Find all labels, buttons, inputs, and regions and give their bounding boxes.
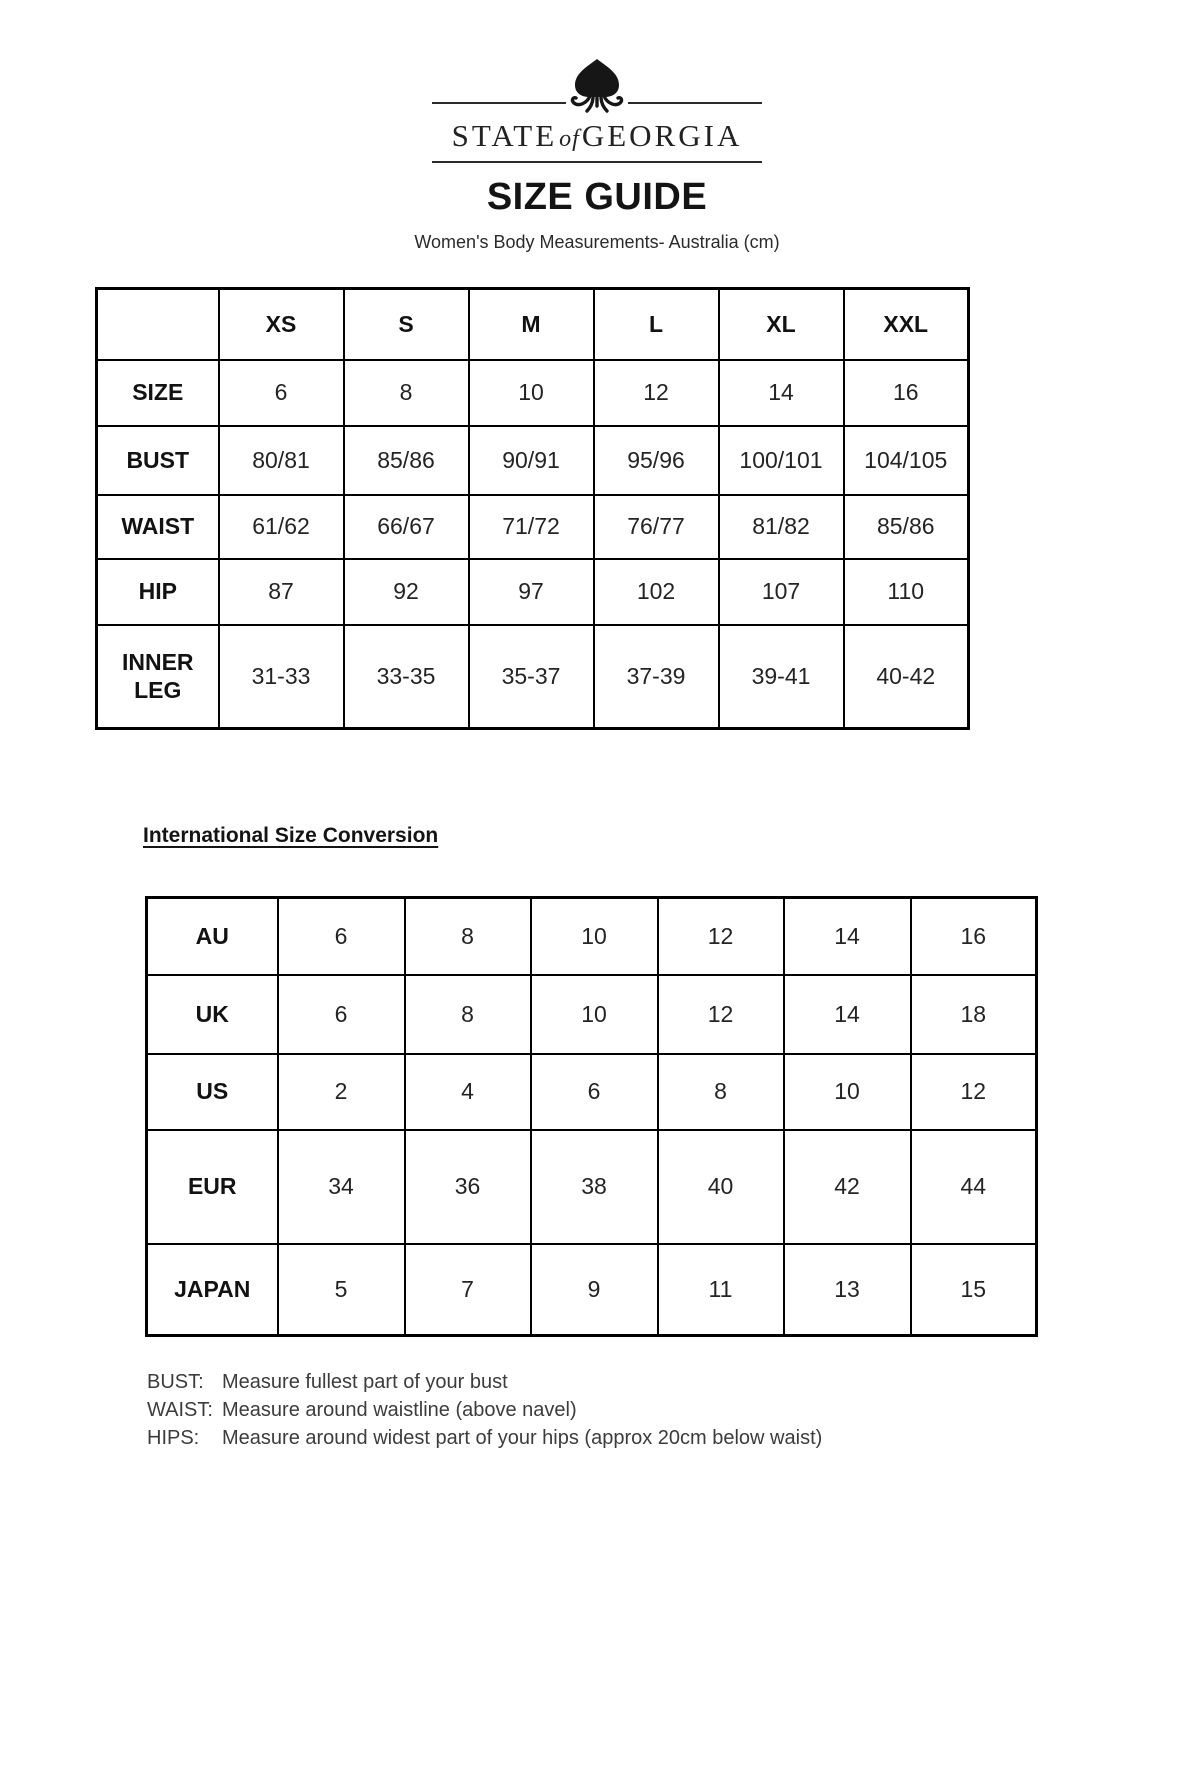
logo-underline [432, 161, 762, 163]
value-cell: 8 [658, 1054, 784, 1130]
value-cell: 15 [911, 1244, 1037, 1336]
brand-name-state: STATE [451, 118, 558, 153]
value-cell: 16 [911, 898, 1037, 975]
value-cell: 8 [344, 360, 469, 426]
value-cell: 71/72 [469, 495, 594, 559]
value-cell: 9 [531, 1244, 658, 1336]
page-subtitle: Women's Body Measurements- Australia (cm) [414, 232, 780, 252]
value-cell: 12 [911, 1054, 1037, 1130]
row-label: JAPAN [147, 1244, 278, 1336]
row-label: WAIST [97, 495, 219, 559]
value-cell: 85/86 [344, 426, 469, 495]
row-label: US [147, 1054, 278, 1130]
value-cell: 8 [405, 975, 531, 1054]
note-label: WAIST: [147, 1399, 213, 1421]
note-label: BUST: [147, 1371, 204, 1393]
value-cell: 33-35 [344, 625, 469, 729]
value-cell: 14 [784, 898, 911, 975]
note-text: Measure around waistline (above navel) [222, 1399, 577, 1421]
note-text: Measure around widest part of your hips (approx 20cm below waist) [222, 1427, 823, 1449]
value-cell: 36 [405, 1130, 531, 1244]
value-cell: 37-39 [594, 625, 719, 729]
value-cell: 39-41 [719, 625, 844, 729]
value-cell: 97 [469, 559, 594, 625]
value-cell: 10 [469, 360, 594, 426]
value-cell: 11 [658, 1244, 784, 1336]
row-label: HIP [97, 559, 219, 625]
value-cell: 85/86 [844, 495, 969, 559]
value-cell: 110 [844, 559, 969, 625]
table-row [97, 495, 969, 559]
value-cell: 12 [658, 898, 784, 975]
value-cell: 10 [784, 1054, 911, 1130]
value-cell: 42 [784, 1130, 911, 1244]
brand-name-georgia: GEORGIA [581, 118, 743, 153]
column-header: M [469, 289, 594, 360]
value-cell: 102 [594, 559, 719, 625]
value-cell: 76/77 [594, 495, 719, 559]
column-header: L [594, 289, 719, 360]
table-row [97, 360, 969, 426]
value-cell: 104/105 [844, 426, 969, 495]
value-cell: 10 [531, 898, 658, 975]
value-cell: 61/62 [219, 495, 344, 559]
value-cell: 6 [531, 1054, 658, 1130]
row-label: SIZE [97, 360, 219, 426]
table-row [147, 1244, 1037, 1336]
conversion-table [145, 896, 1038, 1337]
value-cell: 6 [219, 360, 344, 426]
value-cell: 66/67 [344, 495, 469, 559]
note-row-bust [147, 1368, 822, 1396]
column-header: XL [719, 289, 844, 360]
value-cell: 14 [784, 975, 911, 1054]
note-row-hips [147, 1424, 822, 1452]
row-label: BUST [97, 426, 219, 495]
table-row [147, 1130, 1037, 1244]
value-cell: 4 [405, 1054, 531, 1130]
page-title: SIZE GUIDE [486, 176, 708, 218]
column-header: S [344, 289, 469, 360]
table-row [97, 559, 969, 625]
column-header: XS [219, 289, 344, 360]
row-label: INNER LEG [97, 625, 219, 729]
value-cell: 14 [719, 360, 844, 426]
value-cell: 16 [844, 360, 969, 426]
measurements-table-body [97, 289, 969, 729]
corner-cell [97, 289, 219, 360]
note-text: Measure fullest part of your bust [222, 1371, 508, 1393]
value-cell: 6 [278, 975, 405, 1054]
table-row [97, 625, 969, 729]
value-cell: 38 [531, 1130, 658, 1244]
value-cell: 100/101 [719, 426, 844, 495]
conversion-heading: International Size Conversion [143, 824, 439, 847]
measurement-notes [147, 1368, 822, 1452]
note-label: HIPS: [147, 1427, 200, 1449]
header-row [97, 289, 969, 360]
row-label: EUR [147, 1130, 278, 1244]
value-cell: 10 [531, 975, 658, 1054]
note-row-waist [147, 1396, 822, 1424]
column-header: XXL [844, 289, 969, 360]
brand-wordmark [432, 118, 762, 154]
value-cell: 81/82 [719, 495, 844, 559]
value-cell: 92 [344, 559, 469, 625]
table-row [147, 1054, 1037, 1130]
value-cell: 6 [278, 898, 405, 975]
value-cell: 44 [911, 1130, 1037, 1244]
value-cell: 12 [594, 360, 719, 426]
value-cell: 107 [719, 559, 844, 625]
value-cell: 90/91 [469, 426, 594, 495]
value-cell: 8 [405, 898, 531, 975]
table-row [147, 898, 1037, 975]
value-cell: 12 [658, 975, 784, 1054]
value-cell: 2 [278, 1054, 405, 1130]
row-label: UK [147, 975, 278, 1054]
table-row [97, 426, 969, 495]
value-cell: 18 [911, 975, 1037, 1054]
value-cell: 13 [784, 1244, 911, 1336]
value-cell: 34 [278, 1130, 405, 1244]
value-cell: 31-33 [219, 625, 344, 729]
brand-logo [432, 58, 762, 163]
brand-name-of: of [559, 126, 580, 152]
value-cell: 5 [278, 1244, 405, 1336]
table-row [147, 975, 1037, 1054]
value-cell: 40-42 [844, 625, 969, 729]
value-cell: 40 [658, 1130, 784, 1244]
value-cell: 7 [405, 1244, 531, 1336]
value-cell: 80/81 [219, 426, 344, 495]
tree-icon [566, 58, 628, 116]
page-header [0, 0, 1194, 253]
row-label: AU [147, 898, 278, 975]
value-cell: 87 [219, 559, 344, 625]
value-cell: 35-37 [469, 625, 594, 729]
conversion-table-body [147, 898, 1037, 1336]
value-cell: 95/96 [594, 426, 719, 495]
measurements-table [95, 287, 970, 730]
